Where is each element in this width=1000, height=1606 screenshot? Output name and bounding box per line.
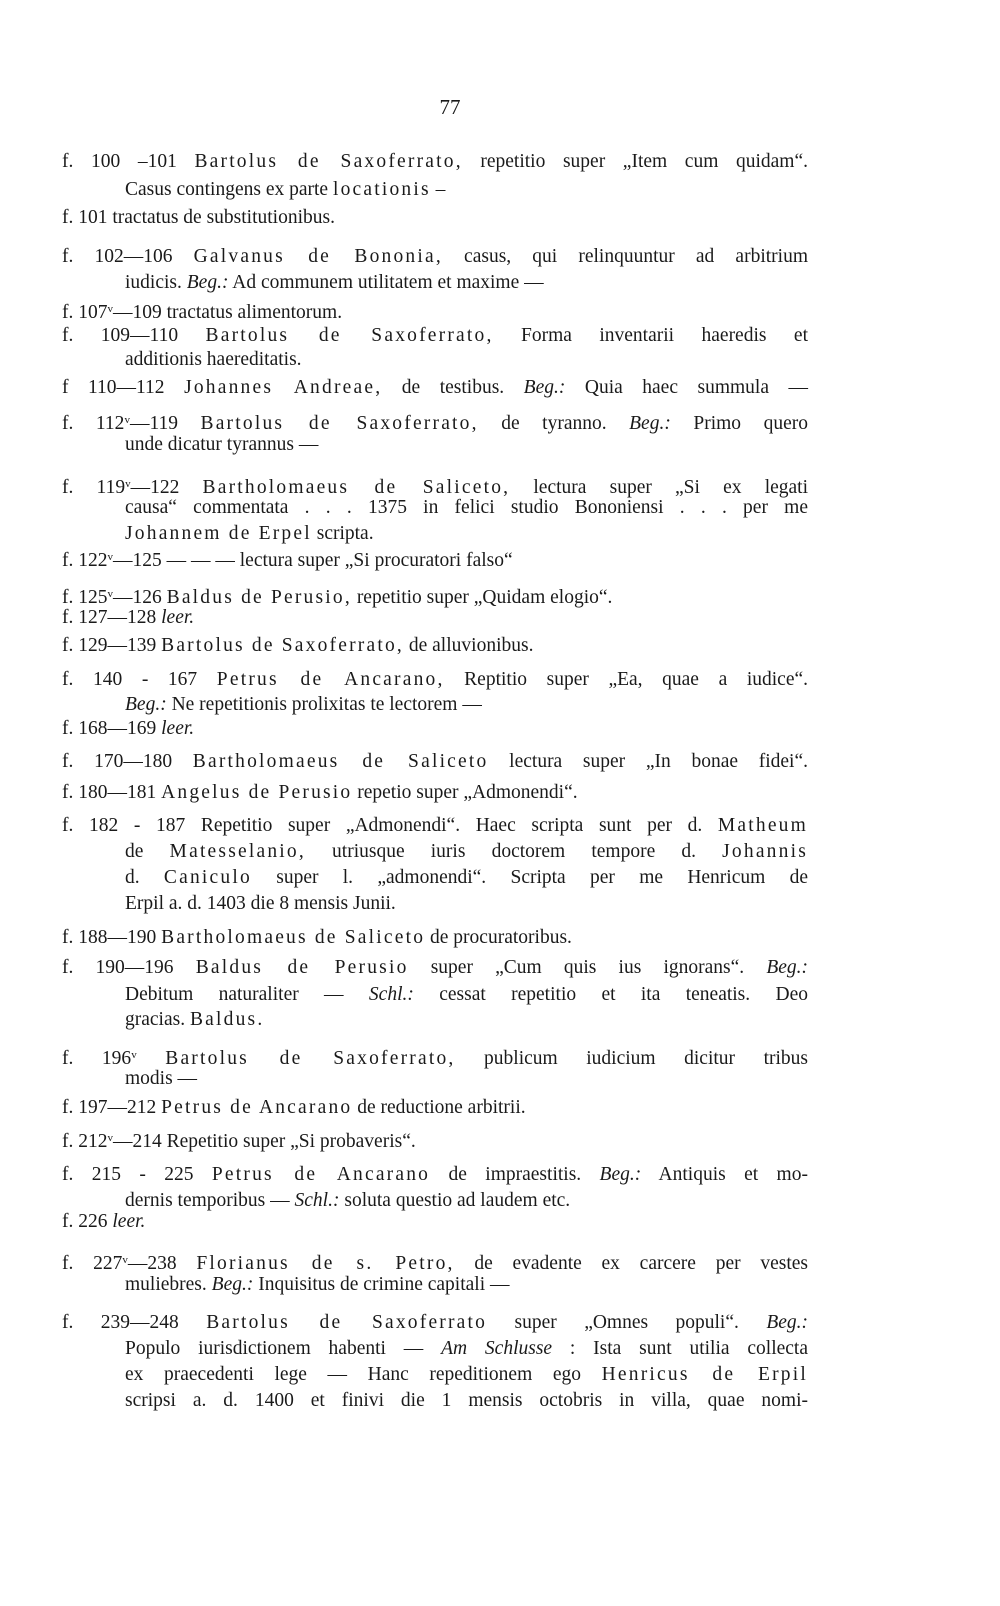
italic-text: Am Schlusse bbox=[441, 1338, 553, 1359]
text: —126 bbox=[113, 587, 167, 608]
text: f. 127—128 bbox=[62, 607, 162, 628]
text: f. 180—181 bbox=[62, 782, 162, 803]
text: —109 tractatus alimentorum. bbox=[113, 302, 343, 323]
text: f 110—112 bbox=[62, 377, 185, 398]
entry-continuation-line bbox=[125, 1008, 264, 1032]
text: utriusque iuris doctorem tempore d. bbox=[305, 841, 723, 862]
text: f. 140 - 167 bbox=[62, 669, 217, 690]
entry-continuation-line bbox=[125, 496, 808, 520]
text: repetitio super „Quidam elogio“. bbox=[351, 587, 613, 608]
entry-first-line bbox=[62, 1096, 526, 1120]
entry-first-line bbox=[62, 1311, 808, 1335]
entry-continuation-line bbox=[125, 693, 482, 717]
verso-superscript: v bbox=[107, 1132, 113, 1144]
text: —214 Repetitio super „Si probaveris“. bbox=[113, 1131, 416, 1152]
text: Antiquis et mo- bbox=[641, 1164, 808, 1185]
entry-first-line bbox=[62, 297, 342, 325]
text: casus, qui relinquuntur ad arbitrium bbox=[442, 246, 808, 267]
entry-first-line bbox=[62, 668, 808, 692]
text: —125 — — — lectura super „Si procuratori falso“ bbox=[113, 550, 513, 571]
italic-text: Beg.: bbox=[766, 957, 808, 978]
spaced-name-text: Bartholomaeus de Saliceto, bbox=[202, 477, 511, 498]
text: de reductione arbitrii. bbox=[352, 1097, 526, 1118]
text: Populo iurisdictionem habenti — bbox=[125, 1338, 442, 1359]
verso-superscript: v bbox=[125, 478, 131, 490]
entry-first-line bbox=[62, 1163, 808, 1187]
text: f. 102—106 bbox=[62, 246, 194, 267]
spaced-name-text: Baldus de Perusio, bbox=[166, 587, 352, 608]
spaced-name-text: Johannis bbox=[722, 841, 808, 862]
verso-superscript: v bbox=[107, 588, 113, 600]
entry-continuation-line bbox=[125, 1273, 510, 1297]
text: modis — bbox=[125, 1068, 198, 1089]
spaced-name-text: Johannes Andreae, bbox=[184, 377, 383, 398]
text: Ad communem utilitatem et maxime — bbox=[228, 272, 544, 293]
text: f. 226 bbox=[62, 1211, 113, 1232]
spaced-name-text: Bartolus de Saxoferrato, bbox=[161, 635, 404, 656]
page-number: 77 bbox=[439, 95, 461, 119]
text: unde dicatur tyrannus — bbox=[125, 434, 319, 455]
text bbox=[137, 1048, 166, 1069]
italic-text: Schl.: bbox=[368, 984, 414, 1005]
verso-superscript: v bbox=[107, 303, 113, 315]
text: f. 188—190 bbox=[62, 927, 162, 948]
entry-continuation-line bbox=[125, 840, 808, 864]
italic-text: Schl.: bbox=[294, 1190, 340, 1211]
text: de testibus. bbox=[382, 377, 524, 398]
italic-text: Beg.: bbox=[125, 694, 167, 715]
entry-first-line bbox=[62, 376, 808, 400]
text: Quia haec summula — bbox=[565, 377, 808, 398]
entry-first-line bbox=[62, 814, 808, 838]
text: f. 168—169 bbox=[62, 718, 162, 739]
text: f. 109—110 bbox=[62, 325, 206, 346]
text: additionis haereditatis. bbox=[125, 349, 302, 370]
italic-text: Beg.: bbox=[629, 413, 671, 434]
spaced-name-text: Florianus de s. Petro, bbox=[196, 1253, 455, 1274]
spaced-name-text: Bartolus de Saxoferrato, bbox=[194, 151, 463, 172]
text: – bbox=[430, 179, 446, 200]
text: f. 170—180 bbox=[62, 751, 193, 772]
text: Inquisitus de crimine capitali — bbox=[253, 1274, 510, 1295]
entry-continuation-line bbox=[125, 522, 374, 546]
entry-first-line bbox=[62, 1126, 416, 1154]
text: f. 112 bbox=[62, 413, 125, 434]
text: repetitio super „Item cum quidam“. bbox=[462, 151, 808, 172]
text: lectura super „In bonae fidei“. bbox=[488, 751, 808, 772]
text: f. 119 bbox=[62, 477, 126, 498]
text: f. 227 bbox=[62, 1253, 123, 1274]
spaced-name-text: Johannem de Erpel bbox=[125, 523, 312, 544]
text: f. 122 bbox=[62, 550, 108, 571]
spaced-name-text: Baldus. bbox=[189, 1009, 265, 1030]
text: f. 197—212 bbox=[62, 1097, 162, 1118]
text: causa“ commentata . . . 1375 in felici studio Bononiensi . . . per me bbox=[125, 497, 808, 518]
italic-text: Beg.: bbox=[523, 377, 566, 398]
entry-continuation-line bbox=[125, 348, 302, 372]
entry-continuation-line bbox=[125, 1389, 808, 1413]
entry-first-line bbox=[62, 634, 533, 658]
text: de alluvionibus. bbox=[404, 635, 534, 656]
text: Reptitio super „Ea, quae a iudice“. bbox=[444, 669, 809, 690]
text: Casus contingens ex parte bbox=[125, 179, 333, 200]
text: de procuratoribus. bbox=[425, 927, 572, 948]
entry-first-line bbox=[62, 1248, 808, 1276]
text: de tyranno. bbox=[478, 413, 630, 434]
spaced-name-text: Petrus de Ancarano bbox=[211, 1164, 431, 1185]
entry-first-line bbox=[62, 606, 194, 630]
verso-superscript: v bbox=[131, 1049, 137, 1061]
text: f. 107 bbox=[62, 302, 108, 323]
spaced-name-text: Baldus de Perusio bbox=[195, 957, 409, 978]
spaced-name-text: Matesselanio, bbox=[169, 841, 306, 862]
spaced-name-text: Bartolus de Saxoferrato bbox=[206, 1312, 488, 1333]
entry-continuation-line bbox=[125, 1363, 808, 1387]
entry-first-line bbox=[62, 926, 572, 950]
entry-first-line bbox=[62, 956, 808, 980]
entry-first-line bbox=[62, 1210, 145, 1234]
text: repetio super „Admonendi“. bbox=[352, 782, 578, 803]
text: f. 129—139 bbox=[62, 635, 162, 656]
text: d. bbox=[125, 867, 164, 888]
spaced-name-text: Bartholomaeus de Saliceto bbox=[161, 927, 426, 948]
text: super „Cum quis ius ignorans“. bbox=[408, 957, 767, 978]
spaced-name-text: Bartholomaeus de Saliceto bbox=[192, 751, 489, 772]
italic-text: Beg.: bbox=[186, 272, 229, 293]
spaced-name-text: Petrus de Ancarano, bbox=[216, 669, 445, 690]
text: —122 bbox=[130, 477, 203, 498]
text: Primo quero bbox=[670, 413, 808, 434]
text: f. 101 tractatus de substitutionibus. bbox=[62, 207, 335, 228]
entry-continuation-line bbox=[125, 271, 544, 295]
entry-first-line bbox=[62, 717, 194, 741]
text: soluta questio ad laudem etc. bbox=[339, 1190, 571, 1211]
entry-continuation-line bbox=[125, 1067, 197, 1091]
text: f. 182 - 187 Repetitio super „Admonendi“. Haec scripta sunt per d. bbox=[62, 815, 718, 836]
text: super l. „admonendi“. Scripta per me Henricum de bbox=[251, 867, 808, 888]
spaced-name-text: Bartolus de Saxoferrato, bbox=[165, 1048, 456, 1069]
italic-text: leer. bbox=[161, 607, 195, 628]
entry-first-line bbox=[62, 781, 578, 805]
entry-continuation-line bbox=[125, 983, 808, 1007]
italic-text: Beg.: bbox=[766, 1312, 808, 1333]
text: muliebres. bbox=[125, 1274, 212, 1295]
text: dernis temporibus — bbox=[125, 1190, 295, 1211]
text: : Ista sunt utilia collecta bbox=[552, 1338, 808, 1359]
spaced-name-text: Henricus de Erpil bbox=[601, 1364, 808, 1385]
spaced-name-text: Caniculo bbox=[163, 867, 252, 888]
spaced-name-text: Bartolus de Saxoferrato, bbox=[205, 325, 494, 346]
text: —119 bbox=[129, 413, 201, 434]
entry-first-line bbox=[62, 245, 808, 269]
entry-first-line bbox=[62, 750, 808, 774]
text: de bbox=[125, 841, 170, 862]
italic-text: Beg.: bbox=[599, 1164, 642, 1185]
entry-first-line bbox=[62, 150, 808, 174]
italic-text: leer. bbox=[112, 1211, 146, 1232]
entry-continuation-line bbox=[125, 178, 445, 202]
entry-first-line bbox=[62, 324, 808, 348]
entry-continuation-line bbox=[125, 1337, 808, 1361]
text: f. 239—248 bbox=[62, 1312, 207, 1333]
text: Ne repetitionis prolixitas te lectorem — bbox=[166, 694, 482, 715]
entry-first-line bbox=[62, 408, 808, 436]
text: ex praecedenti lege — Hanc repeditionem ego bbox=[125, 1364, 602, 1385]
text: f. 212 bbox=[62, 1131, 108, 1152]
italic-text: Beg.: bbox=[211, 1274, 254, 1295]
text: —238 bbox=[127, 1253, 197, 1274]
text: cessat repetitio et ita teneatis. Deo bbox=[413, 984, 808, 1005]
entry-first-line bbox=[62, 545, 513, 573]
text: iudicis. bbox=[125, 272, 187, 293]
text: f. 190—196 bbox=[62, 957, 196, 978]
text: publicum iudicium dicitur tribus bbox=[455, 1048, 809, 1069]
text: scripsi a. d. 1400 et finivi die 1 mensis octobris in villa, quae nomi- bbox=[125, 1390, 808, 1411]
text: lectura super „Si ex legati bbox=[510, 477, 809, 498]
text: super „Omnes populi“. bbox=[487, 1312, 767, 1333]
verso-superscript: v bbox=[107, 551, 113, 563]
italic-text: leer. bbox=[161, 718, 195, 739]
spaced-name-text: Matheum bbox=[717, 815, 808, 836]
spaced-name-text: Galvanus de Bononia, bbox=[193, 246, 443, 267]
text: scripta. bbox=[311, 523, 374, 544]
entry-first-line bbox=[62, 206, 335, 230]
text: de impraestitis. bbox=[430, 1164, 600, 1185]
text: f. 196 bbox=[62, 1048, 132, 1069]
verso-superscript: v bbox=[124, 414, 130, 426]
text: Debitum naturaliter — bbox=[125, 984, 369, 1005]
text: f. 100 –101 bbox=[62, 151, 195, 172]
spaced-name-text: Angelus de Perusio bbox=[161, 782, 353, 803]
entry-continuation-line bbox=[125, 892, 396, 916]
verso-superscript: v bbox=[122, 1254, 128, 1266]
text: Forma inventarii haeredis et bbox=[493, 325, 808, 346]
text: f. 125 bbox=[62, 587, 108, 608]
entry-continuation-line bbox=[125, 433, 318, 457]
text: Erpil a. d. 1403 die 8 mensis Junii. bbox=[125, 893, 396, 914]
entry-continuation-line bbox=[125, 1189, 570, 1213]
text: f. 215 - 225 bbox=[62, 1164, 212, 1185]
text: gracias. bbox=[125, 1009, 190, 1030]
text: de evadente ex carcere per vestes bbox=[454, 1253, 808, 1274]
entry-continuation-line bbox=[125, 866, 808, 890]
spaced-name-text: Bartolus de Saxoferrato, bbox=[200, 413, 479, 434]
spaced-name-text: Petrus de Ancarano bbox=[161, 1097, 353, 1118]
spaced-name-text: locationis bbox=[332, 179, 431, 200]
